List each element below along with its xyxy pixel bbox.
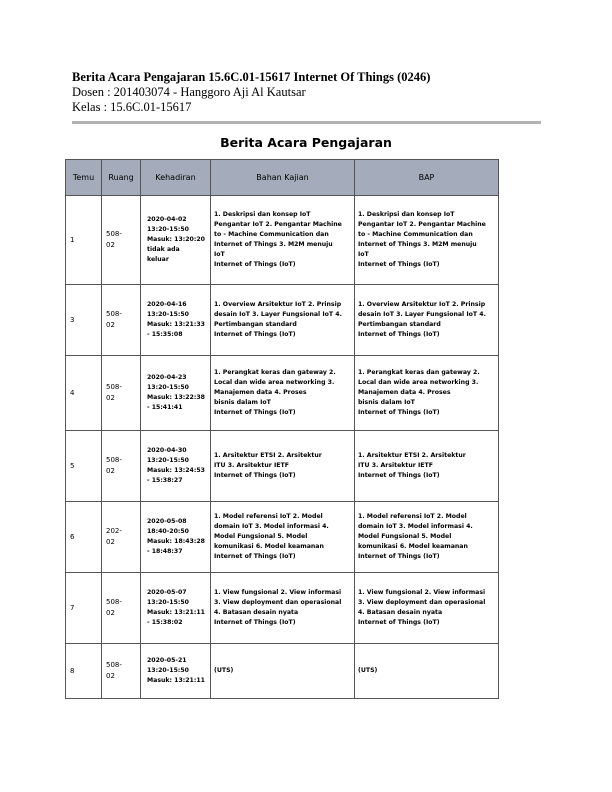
- cell-bap-line: Model Fungsional 5. Model: [358, 533, 452, 540]
- cell-bahan-kajian-line: IoT: [214, 251, 225, 258]
- cell-kehadiran: [141, 502, 211, 573]
- cell-bap-line: 1. Deskripsi dan konsep IoT: [358, 211, 455, 218]
- cell-temu: 4: [66, 356, 102, 431]
- cell-ruang-line: 02: [106, 672, 115, 680]
- section-title: Berita Acara Pengajaran: [220, 135, 392, 150]
- cell-kehadiran-line: Masuk: 13:21:11: [147, 677, 205, 684]
- column-header-bahan-kajian: Bahan Kajian: [211, 160, 355, 196]
- cell-bahan-kajian: [211, 502, 355, 573]
- header-divider: [72, 121, 541, 124]
- cell-bahan-kajian-line: to - Machine Communication dan: [214, 231, 329, 238]
- cell-temu: 3: [66, 285, 102, 356]
- lecturer-line: Dosen : 201403074 - Hanggoro Aji Al Kautsar: [72, 85, 306, 99]
- cell-bap-line: Internet of Things (IoT): [358, 619, 440, 626]
- cell-kehadiran-line: Masuk: 13:21:33: [147, 321, 205, 328]
- cell-bahan-kajian: [211, 644, 355, 699]
- cell-bap-line: Internet of Things 3. M2M menuju: [358, 241, 477, 248]
- column-header-bap: BAP: [355, 160, 499, 196]
- cell-temu: 6: [66, 502, 102, 573]
- cell-bahan-kajian: [211, 285, 355, 356]
- cell-bap-line: Internet of Things (IoT): [358, 409, 440, 416]
- cell-bap-line: Local dan wide area networking 3.: [358, 379, 479, 386]
- cell-kehadiran-line: 13:20-15:50: [147, 667, 189, 674]
- cell-bap-line: Manajemen data 4. Proses: [358, 389, 451, 396]
- cell-ruang-line: 508-: [106, 456, 122, 464]
- cell-bahan-kajian-line: Internet of Things (IoT): [214, 409, 296, 416]
- cell-bahan-kajian-line: bisnis dalam IoT: [214, 399, 271, 406]
- cell-ruang: [102, 573, 141, 644]
- cell-kehadiran-line: 13:20-15:50: [147, 457, 189, 464]
- cell-kehadiran: [141, 356, 211, 431]
- cell-bap: [355, 196, 499, 285]
- cell-ruang-line: 202-: [106, 527, 122, 535]
- cell-ruang-line: 508-: [106, 661, 122, 669]
- cell-bap-line: (UTS): [358, 667, 378, 674]
- cell-ruang: [102, 644, 141, 699]
- cell-bap-line: 1. Model referensi IoT 2. Model: [358, 513, 467, 520]
- table-row: [66, 356, 499, 431]
- cell-kehadiran-line: Masuk: 13:20:20: [147, 236, 205, 243]
- cell-bahan-kajian-line: 1. Deskripsi dan konsep IoT: [214, 211, 311, 218]
- cell-ruang-line: 02: [106, 394, 115, 402]
- cell-bap-line: Internet of Things (IoT): [358, 553, 440, 560]
- cell-bap-line: Internet of Things (IoT): [358, 261, 440, 268]
- cell-kehadiran-line: Masuk: 13:21:11: [147, 609, 205, 616]
- cell-temu: 8: [66, 644, 102, 699]
- table-header-row: [66, 160, 499, 196]
- cell-kehadiran: [141, 573, 211, 644]
- cell-bahan-kajian-line: 1. View fungsional 2. View informasi: [214, 589, 342, 596]
- cell-bahan-kajian-line: Internet of Things (IoT): [214, 261, 296, 268]
- table-row: [66, 285, 499, 356]
- cell-bahan-kajian-line: Model Fungsional 5. Model: [214, 533, 308, 540]
- cell-bahan-kajian-line: komunikasi 6. Model keamanan: [214, 543, 324, 550]
- column-header-kehadiran: Kehadiran: [141, 160, 211, 196]
- cell-bap: [355, 573, 499, 644]
- cell-bahan-kajian: [211, 573, 355, 644]
- teaching-log-table: [65, 159, 499, 699]
- cell-kehadiran-line: 2020-05-07: [147, 589, 187, 596]
- cell-bap-line: 1. View fungsional 2. View informasi: [358, 589, 486, 596]
- cell-bap-line: desain IoT 3. Layer Fungsional IoT 4.: [358, 311, 486, 318]
- cell-bahan-kajian-line: 1. Arsitektur ETSI 2. Arsitektur: [214, 452, 322, 459]
- cell-kehadiran-line: - 15:35:08: [147, 331, 183, 338]
- cell-kehadiran-line: 2020-05-08: [147, 518, 187, 525]
- cell-bap-line: 4. Batasan desain nyata: [358, 609, 443, 616]
- cell-temu: 1: [66, 196, 102, 285]
- cell-kehadiran-line: 13:20-15:50: [147, 384, 189, 391]
- cell-kehadiran-line: 13:20-15:50: [147, 226, 189, 233]
- cell-bahan-kajian-line: 1. Overview Arsitektur IoT 2. Prinsip: [214, 301, 342, 308]
- cell-kehadiran-line: - 18:48:37: [147, 548, 183, 555]
- cell-bahan-kajian-line: Internet of Things (IoT): [214, 472, 296, 479]
- cell-bahan-kajian-line: (UTS): [214, 667, 234, 674]
- cell-bahan-kajian-line: Internet of Things (IoT): [214, 331, 296, 338]
- cell-ruang: [102, 285, 141, 356]
- cell-kehadiran-line: - 15:38:27: [147, 477, 183, 484]
- cell-bap-line: bisnis dalam IoT: [358, 399, 415, 406]
- table-row: [66, 573, 499, 644]
- cell-kehadiran: [141, 644, 211, 699]
- document-title: Berita Acara Pengajaran 15.6C.01-15617 Internet Of Things (0246): [72, 70, 431, 84]
- cell-bahan-kajian-line: 1. Model referensi IoT 2. Model: [214, 513, 323, 520]
- cell-bahan-kajian-line: Pertimbangan standard: [214, 321, 297, 328]
- cell-bap-line: ITU 3. Arsitektur IETF: [358, 462, 433, 469]
- cell-kehadiran-line: Masuk: 13:24:53: [147, 467, 205, 474]
- cell-kehadiran-line: - 15:38:02: [147, 619, 183, 626]
- table-row: [66, 502, 499, 573]
- cell-kehadiran-line: 13:20-15:50: [147, 311, 189, 318]
- cell-kehadiran-line: 2020-04-16: [147, 301, 187, 308]
- cell-kehadiran-line: tidak ada: [147, 246, 180, 253]
- cell-ruang-line: 508-: [106, 310, 122, 318]
- cell-bahan-kajian-line: Internet of Things (IoT): [214, 619, 296, 626]
- cell-kehadiran-line: 18:40-20:50: [147, 528, 189, 535]
- cell-kehadiran-line: 2020-04-30: [147, 447, 187, 454]
- cell-bahan-kajian-line: 1. Perangkat keras dan gateway 2.: [214, 369, 336, 376]
- cell-bahan-kajian: [211, 431, 355, 502]
- cell-bahan-kajian-line: 4. Batasan desain nyata: [214, 609, 299, 616]
- cell-bap: [355, 502, 499, 573]
- cell-ruang-line: 508-: [106, 230, 122, 238]
- cell-bap-line: Internet of Things (IoT): [358, 472, 440, 479]
- cell-bahan-kajian-line: Local dan wide area networking 3.: [214, 379, 335, 386]
- cell-bap: [355, 431, 499, 502]
- cell-bap-line: komunikasi 6. Model keamanan: [358, 543, 468, 550]
- cell-ruang-line: 02: [106, 321, 115, 329]
- cell-bap-line: IoT: [358, 251, 369, 258]
- cell-bahan-kajian-line: Internet of Things (IoT): [214, 553, 296, 560]
- cell-bahan-kajian-line: 3. View deployment dan operasional: [214, 599, 342, 606]
- cell-kehadiran-line: keluar: [147, 256, 169, 263]
- cell-bahan-kajian: [211, 196, 355, 285]
- table-row: [66, 196, 499, 285]
- cell-kehadiran-line: 2020-04-02: [147, 216, 187, 223]
- cell-bahan-kajian-line: Pengantar IoT 2. Pengantar Machine: [214, 221, 342, 228]
- cell-kehadiran-line: 2020-04-23: [147, 374, 187, 381]
- cell-bap-line: 1. Overview Arsitektur IoT 2. Prinsip: [358, 301, 486, 308]
- cell-ruang-line: 508-: [106, 598, 122, 606]
- cell-bap-line: 1. Arsitektur ETSI 2. Arsitektur: [358, 452, 466, 459]
- cell-bap-line: 3. View deployment dan operasional: [358, 599, 486, 606]
- cell-bap-line: Pengantar IoT 2. Pengantar Machine: [358, 221, 486, 228]
- cell-bahan-kajian-line: ITU 3. Arsitektur IETF: [214, 462, 289, 469]
- table-row: [66, 644, 499, 699]
- class-line: Kelas : 15.6C.01-15617: [72, 100, 192, 114]
- cell-kehadiran-line: Masuk: 13:22:38: [147, 394, 205, 401]
- document-header: [72, 70, 542, 115]
- cell-bahan-kajian: [211, 356, 355, 431]
- cell-bap: [355, 356, 499, 431]
- cell-kehadiran-line: 2020-05-21: [147, 657, 187, 664]
- cell-kehadiran-line: Masuk: 18:43:28: [147, 538, 205, 545]
- cell-kehadiran-line: 13:20-15:50: [147, 599, 189, 606]
- cell-bahan-kajian-line: desain IoT 3. Layer Fungsional IoT 4.: [214, 311, 342, 318]
- cell-bap-line: 1. Perangkat keras dan gateway 2.: [358, 369, 480, 376]
- cell-kehadiran: [141, 431, 211, 502]
- cell-ruang-line: 508-: [106, 383, 122, 391]
- column-header-ruang: Ruang: [102, 160, 141, 196]
- cell-kehadiran: [141, 285, 211, 356]
- column-header-temu: Temu: [66, 160, 102, 196]
- cell-ruang-line: 02: [106, 467, 115, 475]
- cell-ruang: [102, 356, 141, 431]
- cell-bap-line: Pertimbangan standard: [358, 321, 441, 328]
- cell-bap-line: domain IoT 3. Model informasi 4.: [358, 523, 473, 530]
- cell-bahan-kajian-line: domain IoT 3. Model informasi 4.: [214, 523, 329, 530]
- cell-bap-line: to - Machine Communication dan: [358, 231, 473, 238]
- cell-ruang-line: 02: [106, 241, 115, 249]
- cell-bahan-kajian-line: Internet of Things 3. M2M menuju: [214, 241, 333, 248]
- cell-ruang-line: 02: [106, 609, 115, 617]
- cell-ruang: [102, 196, 141, 285]
- cell-bap: [355, 285, 499, 356]
- table-row: [66, 431, 499, 502]
- cell-ruang: [102, 431, 141, 502]
- cell-ruang-line: 02: [106, 538, 115, 546]
- cell-temu: 7: [66, 573, 102, 644]
- cell-bap: [355, 644, 499, 699]
- cell-temu: 5: [66, 431, 102, 502]
- cell-bap-line: Internet of Things (IoT): [358, 331, 440, 338]
- cell-ruang: [102, 502, 141, 573]
- cell-bahan-kajian-line: Manajemen data 4. Proses: [214, 389, 307, 396]
- cell-kehadiran-line: - 15:41:41: [147, 404, 183, 411]
- cell-kehadiran: [141, 196, 211, 285]
